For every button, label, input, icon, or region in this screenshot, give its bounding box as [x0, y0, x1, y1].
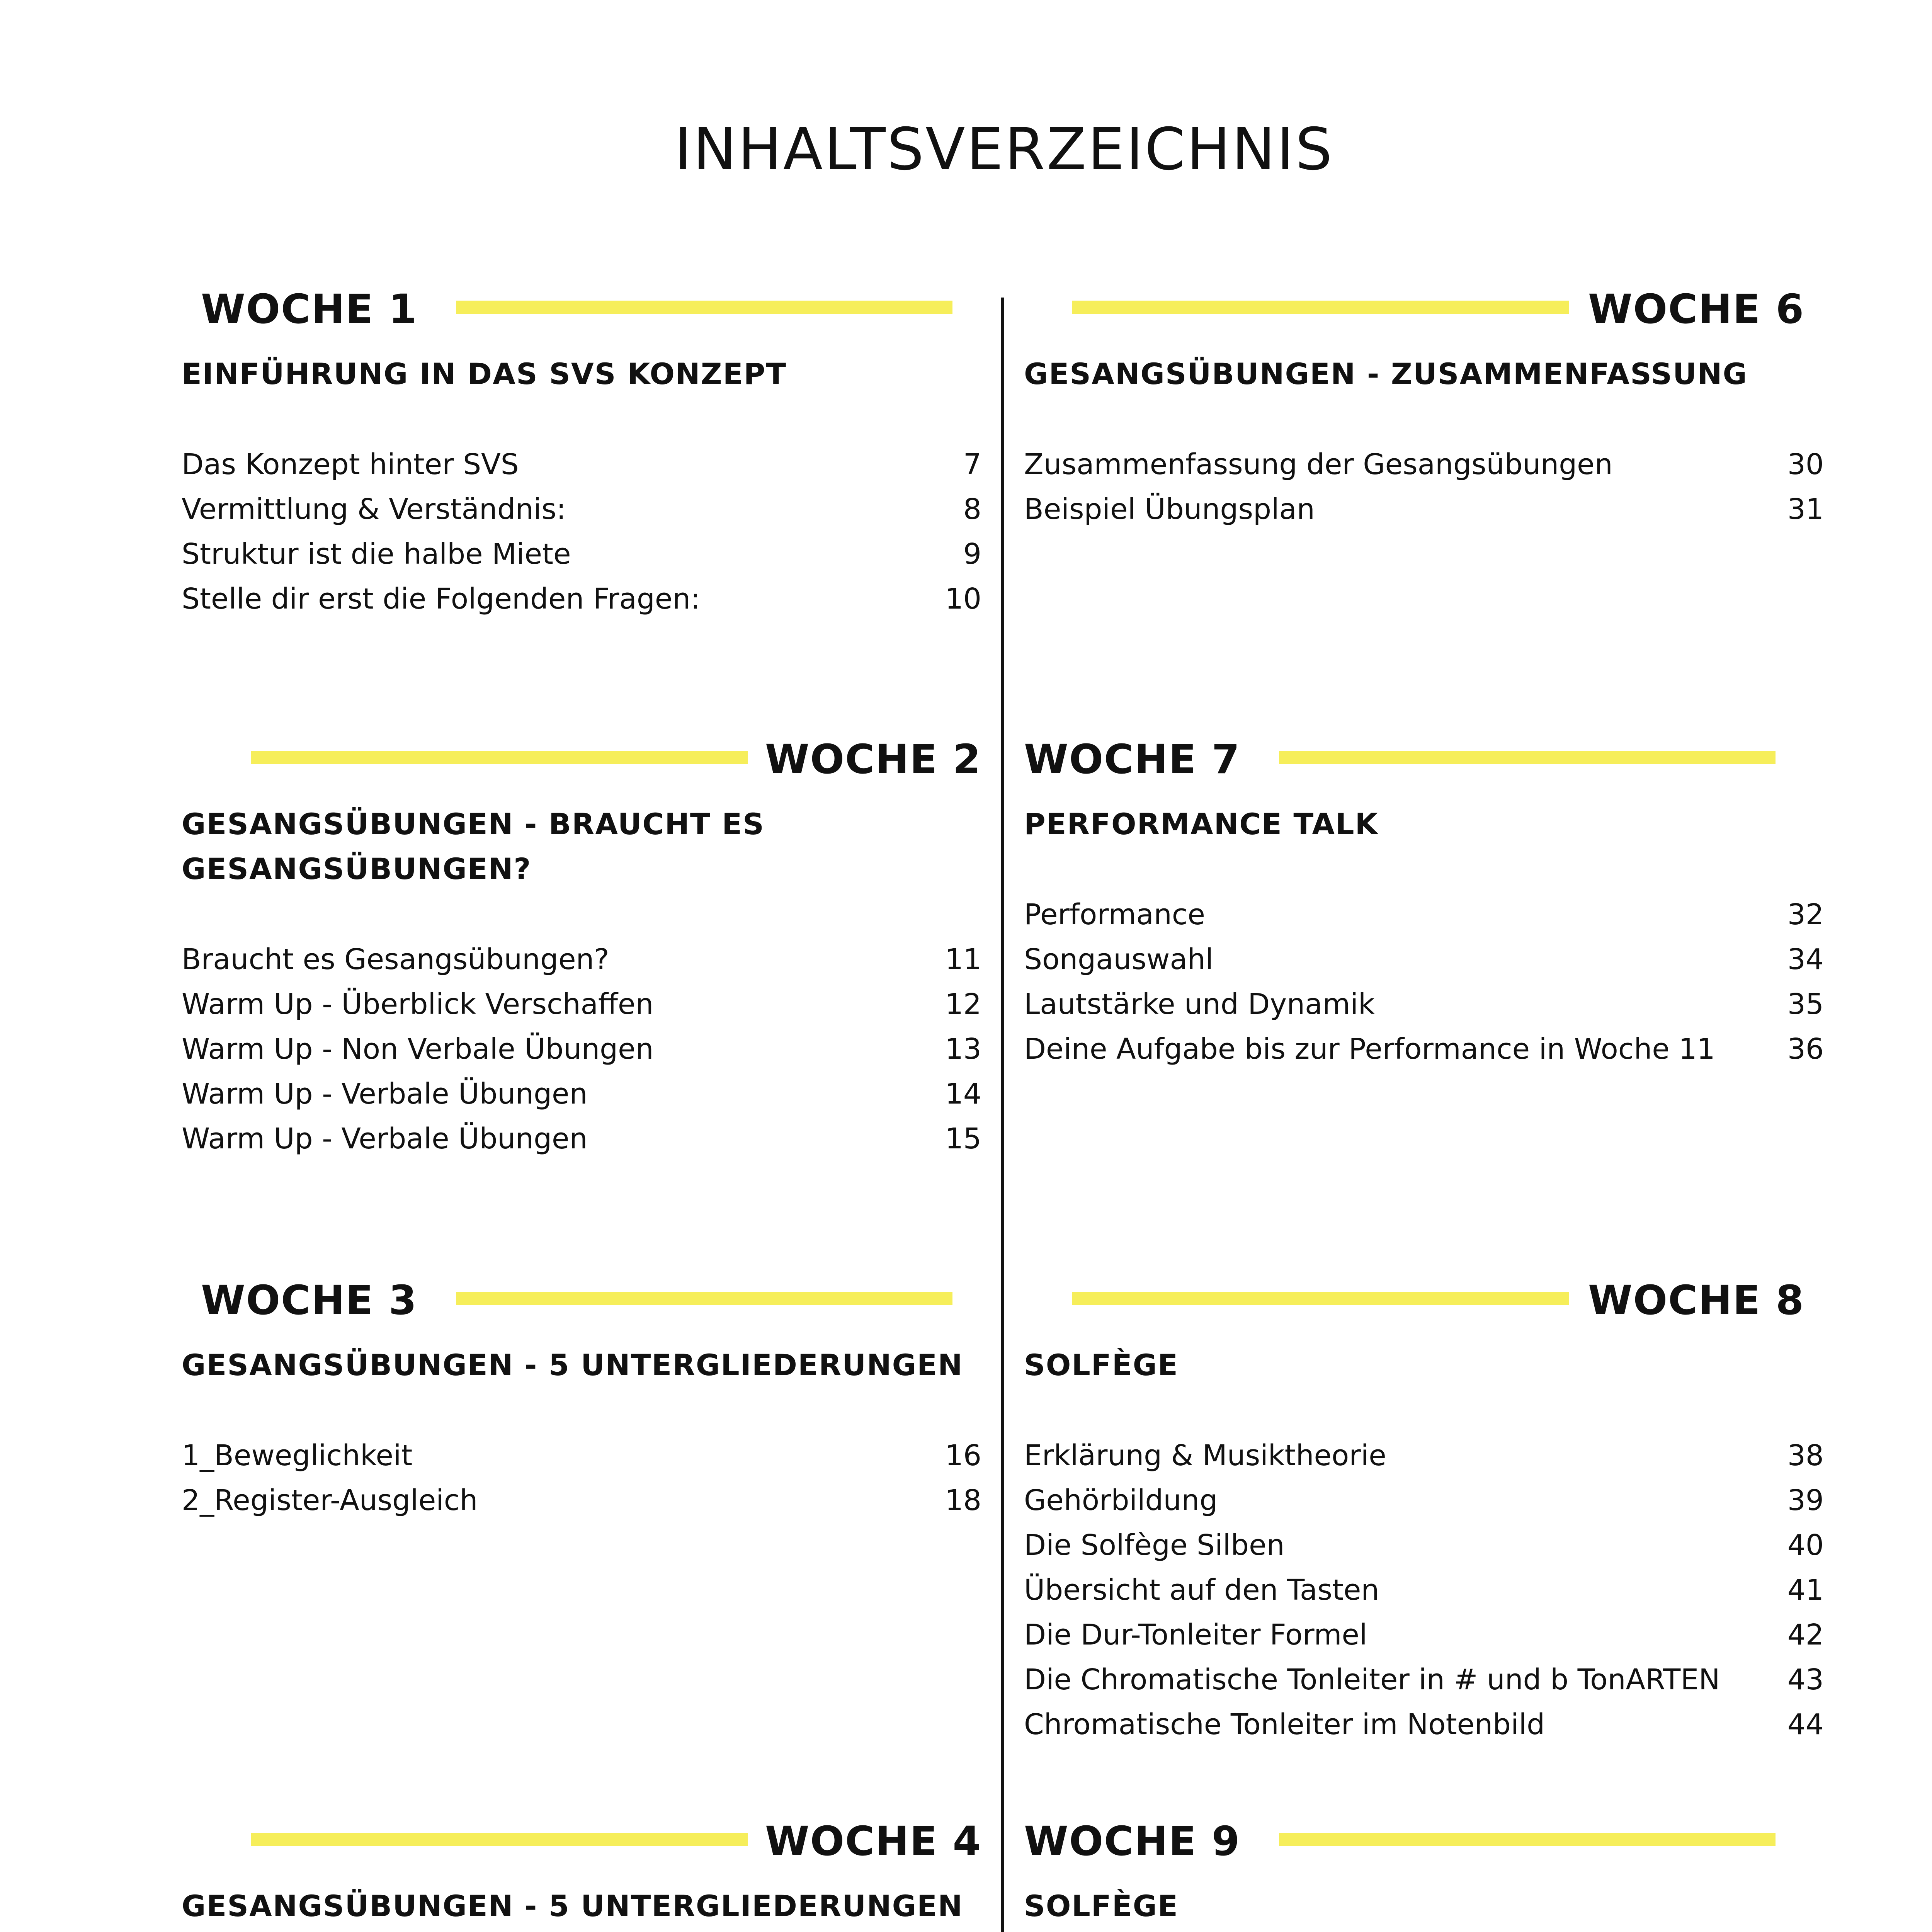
toc-entry-title: Das Konzept hinter SVS — [182, 448, 519, 481]
toc-entry[interactable] — [182, 442, 981, 487]
toc-entry-page: 44 — [1787, 1708, 1824, 1741]
toc-entry-title: Chromatische Tonleiter im Notenbild — [1024, 1708, 1545, 1741]
toc-entry-title: Warm Up - Überblick Verschaffen — [182, 988, 654, 1021]
toc-entry-title: Deine Aufgabe bis zur Performance in Woche 11 — [1024, 1032, 1715, 1066]
toc-entry-page: 41 — [1787, 1573, 1824, 1607]
toc-entry[interactable] — [1024, 1657, 1824, 1702]
toc-entry-page: 35 — [1787, 988, 1824, 1021]
toc-entry[interactable] — [1024, 892, 1824, 937]
toc-entry-title: Struktur ist die halbe Miete — [182, 537, 571, 571]
toc-entry-page: 12 — [945, 988, 981, 1021]
week-6-section — [1024, 282, 1824, 668]
week-6-accent-bar — [1072, 301, 1569, 314]
toc-entry[interactable] — [1024, 1523, 1824, 1568]
toc-entry[interactable] — [182, 982, 981, 1027]
toc-entry-title: Die Chromatische Tonleiter in # und b TonARTEN — [1024, 1663, 1720, 1696]
toc-entry-page: 43 — [1787, 1663, 1824, 1696]
week-2-header — [182, 732, 981, 786]
column-divider — [1001, 298, 1004, 1932]
toc-entry[interactable] — [182, 1478, 981, 1523]
week-1-subtitle: EINFÜHRUNG IN DAS SVS KONZEPT — [182, 357, 787, 391]
toc-entry-title: Warm Up - Non Verbale Übungen — [182, 1032, 654, 1066]
toc-entry-page: 7 — [963, 448, 981, 481]
week-1-label: WOCHE 1 — [201, 286, 418, 333]
week-3-section — [182, 1273, 981, 1621]
toc-entry-title: Die Dur-Tonleiter Formel — [1024, 1618, 1367, 1651]
toc-entry[interactable] — [1024, 1568, 1824, 1612]
toc-entry-title: Stelle dir erst die Folgenden Fragen: — [182, 582, 701, 616]
week-7-label: WOCHE 7 — [1024, 736, 1241, 783]
week-9-header — [1024, 1814, 1824, 1868]
toc-entry[interactable] — [1024, 1702, 1824, 1747]
toc-entry[interactable] — [1024, 937, 1824, 982]
week-8-accent-bar — [1072, 1292, 1569, 1305]
week-6-label: WOCHE 6 — [1588, 286, 1804, 333]
toc-entry-page: 13 — [945, 1032, 981, 1066]
toc-entry-page: 30 — [1787, 448, 1824, 481]
toc-entry-title: Gehörbildung — [1024, 1484, 1218, 1517]
toc-entry[interactable] — [182, 532, 981, 577]
week-2-section — [182, 732, 981, 1196]
week-1-section — [182, 282, 981, 668]
toc-entry-page: 18 — [945, 1484, 981, 1517]
toc-entry-title: Warm Up - Verbale Übungen — [182, 1122, 588, 1155]
toc-entry-page: 9 — [963, 537, 981, 571]
week-3-accent-bar — [456, 1292, 952, 1305]
toc-entry[interactable] — [1024, 1027, 1824, 1071]
toc-entry[interactable] — [182, 1027, 981, 1071]
page-title: INHALTSVERZEICHNIS — [674, 116, 1334, 183]
week-9-label: WOCHE 9 — [1024, 1818, 1241, 1865]
toc-entry-page: 42 — [1787, 1618, 1824, 1651]
toc-entry-page: 8 — [963, 493, 981, 526]
week-4-section — [182, 1814, 981, 1932]
week-1-header — [182, 282, 981, 336]
toc-entry-page: 10 — [945, 582, 981, 616]
week-8-section — [1024, 1273, 1824, 1776]
week-8-header — [1024, 1273, 1804, 1327]
week-8-label: WOCHE 8 — [1588, 1277, 1804, 1324]
week-4-label: WOCHE 4 — [765, 1818, 981, 1865]
week-6-subtitle: GESANGSÜBUNGEN - ZUSAMMENFASSUNG — [1024, 357, 1748, 391]
toc-entry-title: Die Solfège Silben — [1024, 1529, 1285, 1562]
toc-entry-title: Vermittlung & Verständnis: — [182, 493, 566, 526]
toc-entry-page: 31 — [1787, 493, 1824, 526]
week-6-header — [1024, 282, 1804, 336]
toc-entry-page: 15 — [945, 1122, 981, 1155]
toc-entry[interactable] — [1024, 982, 1824, 1027]
week-2-accent-bar — [251, 751, 748, 764]
week-4-accent-bar — [251, 1833, 748, 1846]
toc-entry[interactable] — [182, 1116, 981, 1161]
week-4-header — [182, 1814, 981, 1868]
week-7-accent-bar — [1279, 751, 1776, 764]
week-7-header — [1024, 732, 1824, 786]
toc-entry-page: 11 — [945, 943, 981, 976]
week-9-accent-bar — [1279, 1833, 1776, 1846]
week-3-subtitle: GESANGSÜBUNGEN - 5 UNTERGLIEDERUNGEN — [182, 1348, 963, 1382]
toc-entry-page: 38 — [1787, 1439, 1824, 1472]
toc-entry[interactable] — [1024, 442, 1824, 487]
toc-entry[interactable] — [182, 937, 981, 982]
toc-entry[interactable] — [182, 577, 981, 621]
toc-entry-title: Übersicht auf den Tasten — [1024, 1573, 1379, 1607]
toc-entry-title: 2_Register-Ausgleich — [182, 1484, 478, 1517]
toc-entry-page: 40 — [1787, 1529, 1824, 1562]
week-9-subtitle: SOLFÈGE — [1024, 1889, 1179, 1923]
toc-entry-page: 36 — [1787, 1032, 1824, 1066]
toc-entry-title: Songauswahl — [1024, 943, 1214, 976]
week-7-section — [1024, 732, 1824, 1196]
toc-entry-title: 1_Beweglichkeit — [182, 1439, 413, 1472]
toc-entry-page: 39 — [1787, 1484, 1824, 1517]
week-2-label: WOCHE 2 — [765, 736, 981, 783]
toc-entry-title: Zusammenfassung der Gesangsübungen — [1024, 448, 1613, 481]
toc-entry[interactable] — [1024, 487, 1824, 532]
week-2-subtitle: GESANGSÜBUNGEN - BRAUCHT ES GESANGSÜBUNGEN? — [182, 807, 765, 886]
toc-entry-title: Performance — [1024, 898, 1205, 931]
week-1-accent-bar — [456, 301, 952, 314]
week-4-subtitle: GESANGSÜBUNGEN - 5 UNTERGLIEDERUNGEN — [182, 1889, 963, 1923]
toc-entry[interactable] — [182, 1071, 981, 1116]
week-3-label: WOCHE 3 — [201, 1277, 418, 1324]
toc-entry-page: 34 — [1787, 943, 1824, 976]
toc-entry[interactable] — [1024, 1478, 1824, 1523]
toc-entry-page: 32 — [1787, 898, 1824, 931]
week-8-subtitle: SOLFÈGE — [1024, 1348, 1179, 1382]
week-7-subtitle: PERFORMANCE TALK — [1024, 807, 1379, 841]
toc-entry-page: 16 — [945, 1439, 981, 1472]
toc-entry-page: 14 — [945, 1077, 981, 1111]
toc-entry-title: Braucht es Gesangsübungen? — [182, 943, 609, 976]
week-3-header — [182, 1273, 981, 1327]
week-9-section — [1024, 1814, 1824, 1932]
toc-entry[interactable] — [182, 487, 981, 532]
toc-entry-title: Lautstärke und Dynamik — [1024, 988, 1375, 1021]
toc-entry[interactable] — [1024, 1433, 1824, 1478]
toc-entry-title: Warm Up - Verbale Übungen — [182, 1077, 588, 1111]
toc-entry[interactable] — [182, 1433, 981, 1478]
toc-entry-title: Beispiel Übungsplan — [1024, 493, 1315, 526]
toc-entry[interactable] — [1024, 1612, 1824, 1657]
toc-entry-title: Erklärung & Musiktheorie — [1024, 1439, 1386, 1472]
